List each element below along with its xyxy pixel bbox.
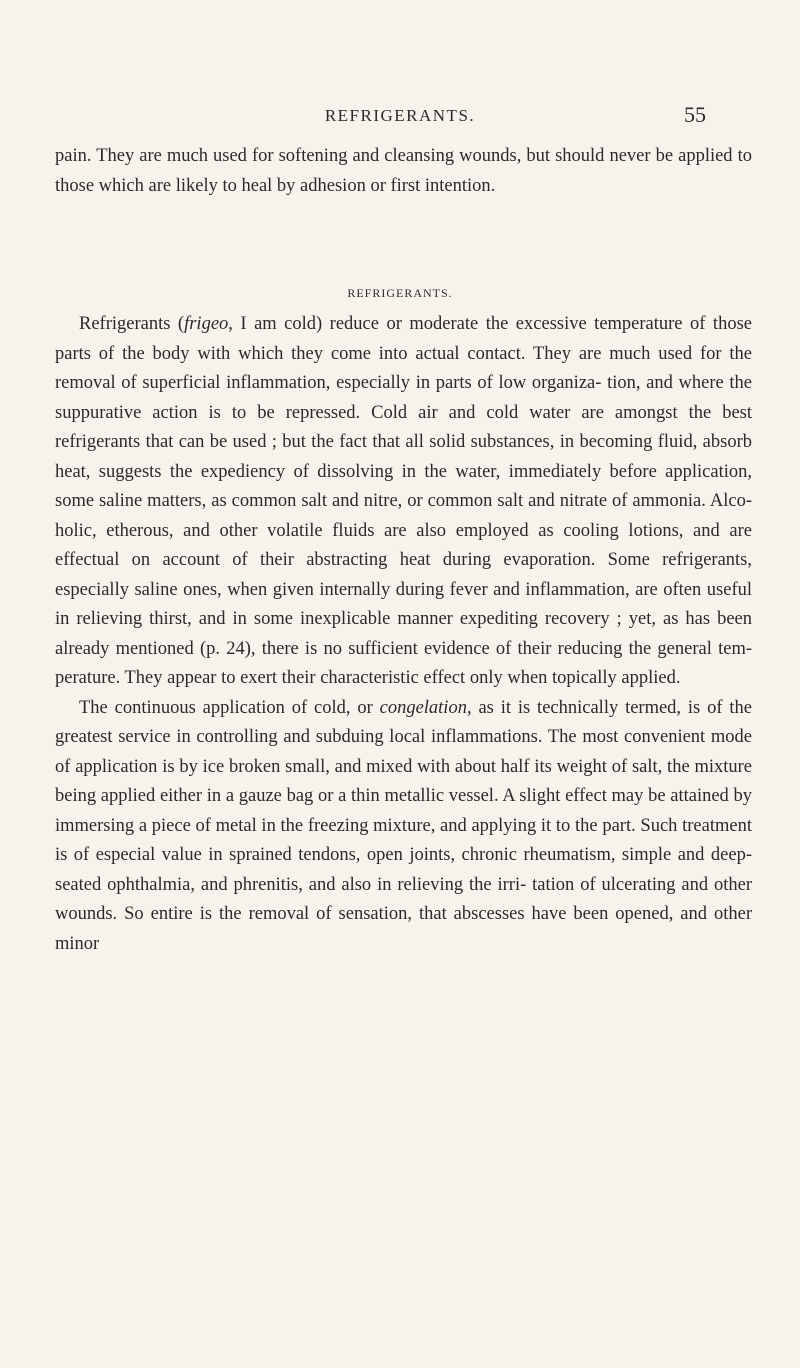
paragraph-congelation [55,694,752,960]
paragraph-refrigerants [55,310,752,694]
term-congelation: congelation [379,697,467,718]
running-head [0,104,800,134]
p1-after-term: , I am cold) reduce or moderate the excessive temperature of those parts of the body with which they come into actual contact. They are much used for the removal of superficial inflammation, especially in parts of low organiza- tion, and where the suppurative action is to be repressed. Cold air and cold water are amongst the best refrigerants that can be used ; but the fact that all solid substances, in becoming fluid, absorb heat, suggests the expediency of dissolving in the water, immediately before application, some saline matters, as common salt and nitre, or common salt and nitrate of ammonia. Alco- holic, etherous, and other volatile fluids are also employed as cooling lotions, and are effectual on account of their abstracting heat during evaporation. Some refrigerants, especially saline ones, when given internally during fever and inflammation, are often useful in relieving thirst, and in some inexplicable manner expediting recovery ; yet, as has been already mentioned (p. 24), there is no sufficient evidence of their reducing the general tem- perature. They appear to exert their characteristic effect only when topically applied. [55,314,752,688]
p2-after-term: , as it is technically termed, is of the greatest service in controlling and subduing local inflammations. The most convenient mode of application is by ice broken small, and mixed with about half its weight of salt, the mixture being applied either in a gauze bag or a thin metallic vessel. A slight effect may be attained by immersing a piece of metal in the freezing mixture, and applying it to the part. Such treatment is of especial value in sprained tendons, open joints, chronic rheumatism, simple and deep-seated ophthalmia, and phrenitis, and also in relieving the irri- tation of ulcerating and other wounds. So entire is the removal of sensation, that abscesses have been opened, and other minor [55,697,752,954]
intro-paragraph: pain. They are much used for softening and cleansing wounds, but should never be applied to those which are likely to heal by adhesion or first intention. [55,146,752,196]
section-heading: REFRIGERANTS. [347,286,453,300]
p1-before-term: Refrigerants ( [79,314,185,334]
term-frigeo: frigeo [184,314,229,334]
intro-paragraph-block [55,142,752,201]
p2-before-term: The continuous application of cold, or [79,697,380,718]
page-number: 55 [684,102,706,127]
running-title: REFRIGERANTS. [324,106,476,125]
section-body [55,310,752,959]
